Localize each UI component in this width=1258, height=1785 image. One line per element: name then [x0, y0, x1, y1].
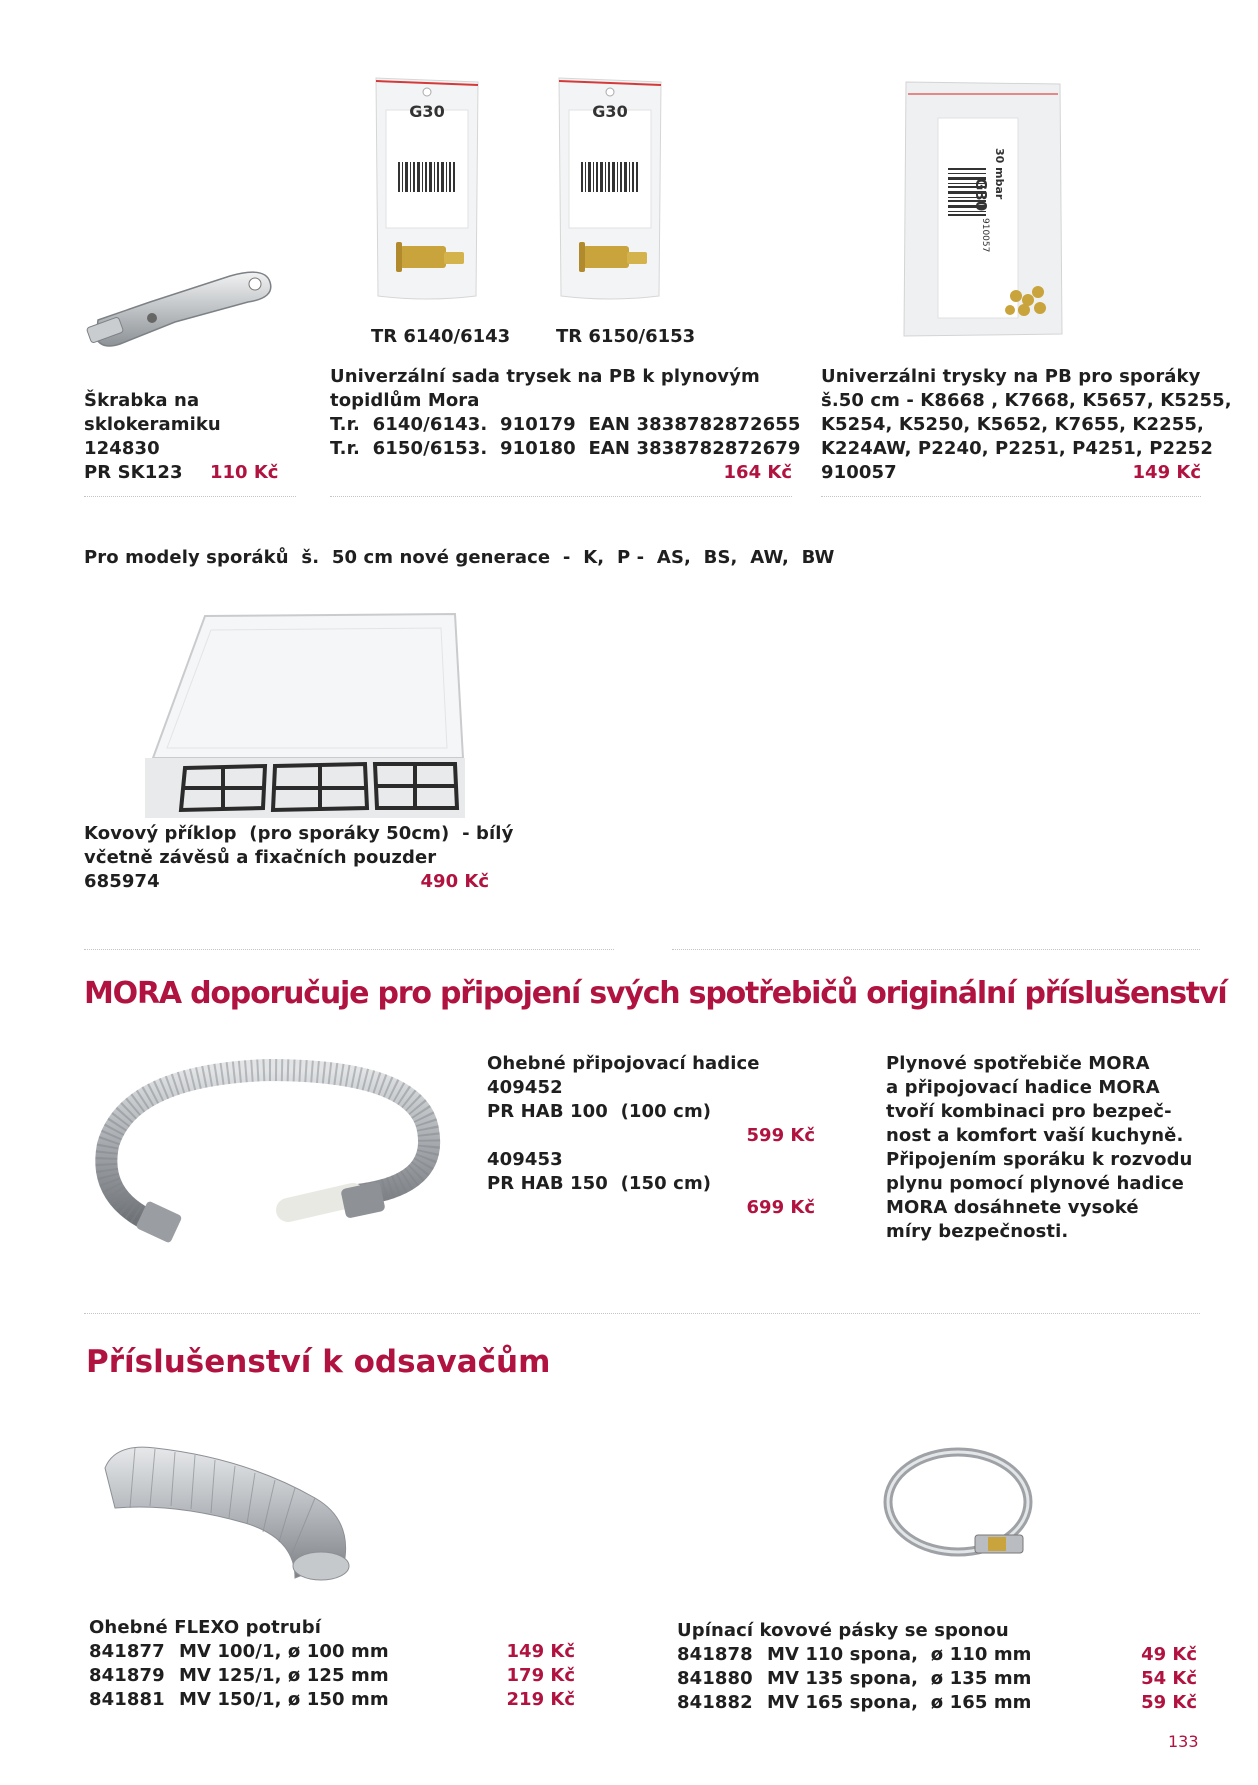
bag-label-pressure: 30 mbar	[993, 148, 1006, 200]
product-name: sklokeramiku	[84, 414, 221, 435]
product-hose	[487, 1052, 815, 1220]
table-row	[677, 1691, 1197, 1715]
product-desc: MV 150/1, ø 150 mm	[179, 1689, 389, 1710]
product-name: š.50 cm - K8668 , K7668, K5657, K5255,	[821, 390, 1232, 411]
nozzle-label-tr6140: TR 6140/6143	[371, 326, 511, 347]
product-desc: MV 125/1, ø 125 mm	[179, 1665, 389, 1686]
mora-info-paragraph	[886, 1052, 1206, 1244]
product-name: Kovový příklop (pro sporáky 50cm) - bílý	[84, 823, 514, 844]
product-code: 841879	[89, 1665, 165, 1686]
table-row	[89, 1688, 575, 1712]
section-heading-hood-accessories: Příslušenství k odsavačům	[86, 1344, 551, 1380]
paragraph-line: tvoří kombinaci pro bezpeč-	[886, 1101, 1172, 1122]
product-code: 841880	[677, 1668, 753, 1689]
separator	[84, 949, 614, 950]
paragraph-line: Plynové spotřebiče MORA	[886, 1053, 1150, 1074]
separator	[672, 949, 1200, 950]
product-price: 164 Kč	[723, 462, 792, 483]
paragraph-line: plynu pomocí plynové hadice	[886, 1173, 1184, 1194]
product-code: 841881	[89, 1689, 165, 1710]
product-code: 841877	[89, 1641, 165, 1662]
table-row	[677, 1643, 1197, 1667]
table-row	[89, 1640, 575, 1664]
product-name: K5254, K5250, K5652, K7655, K2255,	[821, 414, 1204, 435]
product-code: 124830	[84, 438, 160, 459]
product-price: 179 Kč	[506, 1665, 575, 1686]
hose-image	[88, 1045, 448, 1260]
product-price: 110 Kč	[210, 462, 279, 483]
hose-clamp-image	[880, 1440, 1040, 1575]
bag-label-g30: G30	[409, 102, 445, 121]
product-price: 54 Kč	[1141, 1668, 1197, 1689]
flexo-duct-image	[95, 1438, 365, 1583]
paragraph-line: míry bezpečnosti.	[886, 1221, 1069, 1242]
product-desc: MV 135 spona, ø 135 mm	[767, 1668, 1032, 1689]
product-lid	[84, 822, 514, 894]
product-name: K224AW, P2240, P2251, P4251, P2252	[821, 438, 1214, 459]
product-model: PR HAB 100 (100 cm)	[487, 1101, 712, 1122]
product-price: 149 Kč	[506, 1641, 575, 1662]
paragraph-line: nost a komfort vaší kuchyně.	[886, 1125, 1184, 1146]
product-code: 409453	[487, 1149, 563, 1170]
product-name: Škrabka na	[84, 390, 200, 411]
table-row	[89, 1664, 575, 1688]
product-price: 149 Kč	[1132, 462, 1201, 483]
product-name: Ohebné FLEXO potrubí	[89, 1617, 321, 1638]
flexo-duct-table	[89, 1616, 575, 1712]
product-price: 219 Kč	[506, 1689, 575, 1710]
models-note: Pro modely sporáků š. 50 cm nové generace - K, P - AS, BS, AW, BW	[84, 547, 835, 568]
paragraph-line: a připojovací hadice MORA	[886, 1077, 1160, 1098]
page-number: 133	[1168, 1732, 1199, 1751]
product-nozzle-set	[330, 365, 801, 485]
product-variant: T.r. 6140/6143. 910179 EAN 3838782872655	[330, 414, 801, 435]
product-name: Univerzálni trysky na PB pro sporáky	[821, 366, 1201, 387]
paragraph-line: MORA dosáhnete vysoké	[886, 1197, 1139, 1218]
separator	[84, 496, 296, 497]
product-name: Univerzální sada trysek na PB k plynovým	[330, 366, 760, 387]
product-price: 490 Kč	[420, 871, 489, 892]
product-desc: MV 110 spona, ø 110 mm	[767, 1644, 1032, 1665]
separator	[84, 1313, 1200, 1314]
section-heading-mora: MORA doporučuje pro připojení svých spotřebičů originální příslušenství	[84, 976, 1227, 1011]
product-price: 699 Kč	[746, 1197, 815, 1218]
product-code: 841882	[677, 1692, 753, 1713]
product-model: PR SK123	[84, 462, 183, 483]
product-name: Ohebné připojovací hadice	[487, 1053, 760, 1074]
product-code: 409452	[487, 1077, 563, 1098]
product-scraper	[84, 389, 296, 485]
separator	[821, 496, 1201, 497]
paragraph-line: Připojením sporáku k rozvodu	[886, 1149, 1193, 1170]
product-name: včetně závěsů a fixačních pouzder	[84, 847, 437, 868]
product-stove-nozzles	[821, 365, 1232, 485]
product-name: topidlům Mora	[330, 390, 480, 411]
product-code: 685974	[84, 871, 160, 892]
product-code: 910057	[821, 462, 897, 483]
bag-label-g30: G30	[592, 102, 628, 121]
product-model: PR HAB 150 (150 cm)	[487, 1173, 712, 1194]
nozzle-label-tr6150: TR 6150/6153	[556, 326, 696, 347]
separator	[330, 496, 792, 497]
nozzle-bag-image-1	[372, 74, 482, 302]
product-price: 59 Kč	[1141, 1692, 1197, 1713]
bag-label-g30: G30	[972, 178, 990, 212]
nozzle-bag-image-2	[555, 74, 665, 302]
table-row	[677, 1667, 1197, 1691]
bag-label-code: 910057	[980, 218, 990, 253]
product-price: 599 Kč	[746, 1125, 815, 1146]
stove-nozzles-bag-image	[898, 78, 1068, 340]
product-price: 49 Kč	[1141, 1644, 1197, 1665]
product-name: Upínací kovové pásky se sponou	[677, 1620, 1009, 1641]
product-code: 841878	[677, 1644, 753, 1665]
hose-clamps-table	[677, 1619, 1197, 1715]
scraper-image	[80, 262, 280, 362]
product-desc: MV 100/1, ø 100 mm	[179, 1641, 389, 1662]
lid-image	[145, 608, 465, 820]
product-variant: T.r. 6150/6153. 910180 EAN 3838782872679	[330, 438, 801, 459]
product-desc: MV 165 spona, ø 165 mm	[767, 1692, 1032, 1713]
